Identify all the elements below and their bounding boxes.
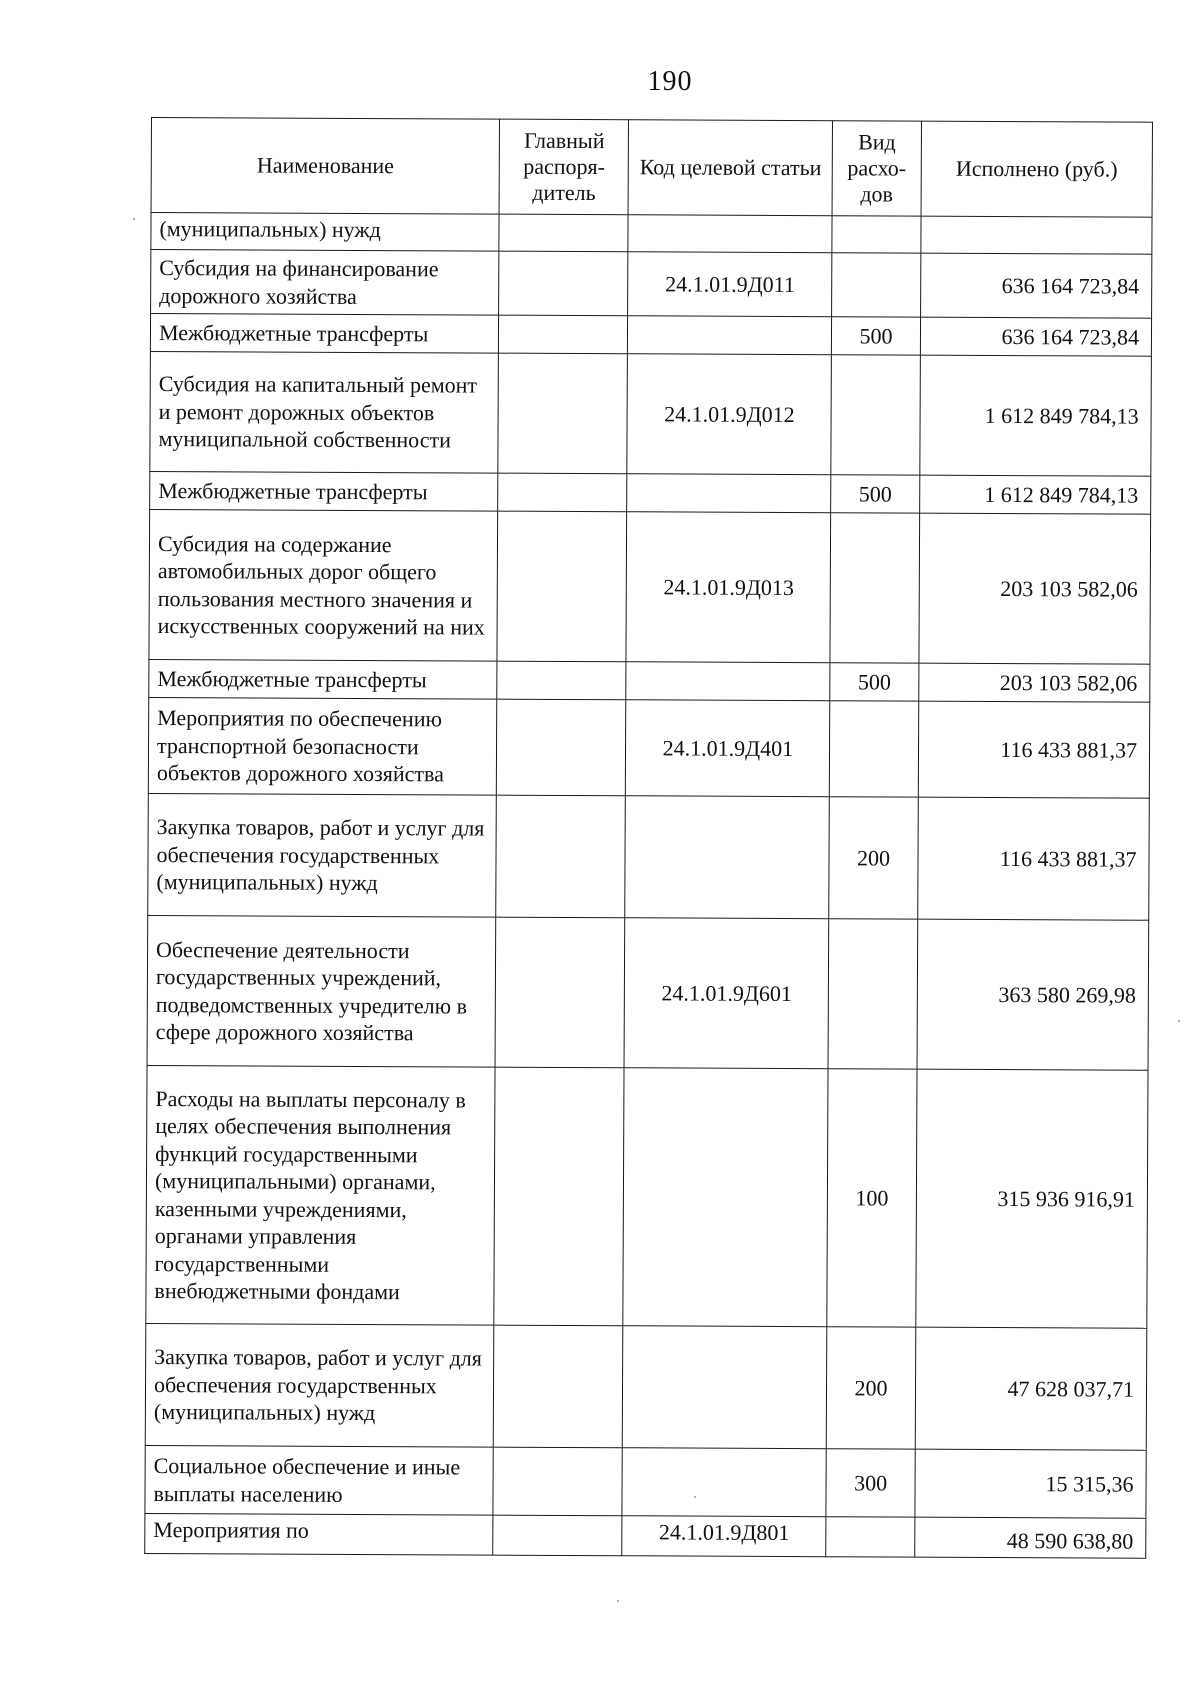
row-amount: 315 936 916,91 [916, 1069, 1148, 1328]
row-amount: 1 612 849 784,13 [920, 475, 1151, 514]
row-amount: 203 103 582,06 [919, 513, 1151, 664]
row-code [628, 215, 832, 253]
row-name: (муниципальных) нужд [151, 213, 499, 252]
row-code [625, 796, 829, 919]
row-code: 24.1.01.9Д012 [627, 354, 831, 475]
row-amount: 636 164 723,84 [920, 317, 1151, 356]
row-code: 24.1.01.9Д401 [626, 700, 830, 797]
row-kind [832, 253, 921, 317]
row-manager [497, 699, 627, 796]
page-number: 190 [647, 66, 693, 97]
row-amount [921, 216, 1152, 254]
row-amount: 47 628 037,71 [915, 1327, 1147, 1450]
row-kind: 300 [826, 1449, 915, 1517]
table-row [149, 509, 1151, 664]
row-amount: 116 433 881,37 [918, 797, 1150, 920]
scan-speck [133, 218, 135, 220]
row-kind: 500 [831, 475, 920, 513]
row-name: Обеспечение деятельности государственных учреждений, подведомственных учредителю в сфере дорожного хозяйства [147, 915, 496, 1067]
row-code [623, 1068, 828, 1327]
row-amount: 48 590 638,80 [915, 1517, 1146, 1558]
row-code [626, 662, 830, 701]
row-kind: 100 [827, 1069, 917, 1327]
row-manager [498, 473, 627, 512]
table-row [147, 915, 1149, 1070]
table-row [145, 1513, 1146, 1558]
table-row [146, 1065, 1148, 1328]
header-row [151, 118, 1152, 218]
row-code: 24.1.01.9Д801 [622, 1516, 826, 1557]
budget-execution-table [144, 117, 1153, 1559]
row-name: Субсидия на капитальный ремонт и ремонт дорожных объектов муниципальной собственности [150, 351, 499, 473]
scan-speck [1178, 1020, 1180, 1022]
scan-speck [694, 1496, 696, 1498]
row-code [622, 1448, 826, 1517]
table-row [149, 659, 1150, 702]
row-amount: 15 315,36 [915, 1449, 1146, 1518]
row-manager [497, 661, 626, 700]
row-manager [494, 1067, 624, 1326]
table-row [150, 351, 1152, 476]
table-row [151, 250, 1152, 319]
table-row [150, 471, 1151, 514]
table-row [148, 793, 1150, 920]
table-row [145, 1323, 1147, 1450]
row-amount: 363 580 269,98 [917, 919, 1149, 1070]
row-manager [494, 1325, 624, 1448]
table-row [145, 1445, 1146, 1518]
row-name: Межбюджетные трансферты [149, 659, 497, 699]
row-name: Мероприятия по обеспечению транспортной безопасности объектов дорожного хозяйства [148, 697, 497, 795]
row-manager [493, 1515, 622, 1556]
row-manager [499, 214, 628, 252]
row-name: Межбюджетные трансферты [150, 471, 498, 511]
row-manager [493, 1447, 623, 1516]
row-name: Расходы на выплаты персоналу в целях обеспечения выполнения функций государственными (муниципальными) органами, казенными учреждениями, органами управления государственными внебюджетными фондами [146, 1065, 495, 1325]
row-kind: 200 [826, 1327, 915, 1449]
row-kind: 500 [832, 317, 921, 355]
header-target-code: Код целевой статьи [629, 120, 833, 216]
row-manager [499, 315, 628, 354]
scan-speck [617, 1600, 619, 1602]
row-amount: 116 433 881,37 [918, 701, 1150, 798]
row-code [627, 474, 831, 513]
row-name: Субсидия на содержание автомобильных дорог общего пользования местного значения и искусственных сооружений на них [149, 509, 498, 661]
table-row [148, 697, 1149, 798]
row-manager [495, 917, 625, 1068]
header-manager: Главный распоря-дитель [499, 119, 629, 215]
table-header [151, 118, 1152, 218]
row-name: Субсидия на финансирование дорожного хозяйства [151, 250, 500, 316]
row-amount: 636 164 723,84 [920, 253, 1151, 318]
row-manager [499, 251, 629, 316]
row-amount: 203 103 582,06 [919, 663, 1150, 702]
row-kind: 200 [829, 797, 918, 919]
row-name: Закупка товаров, работ и услуг для обеспечения государственных (муниципальных) нужд [145, 1323, 494, 1447]
row-code: 24.1.01.9Д011 [628, 252, 832, 317]
header-name: Наименование [151, 118, 500, 215]
header-expense-type: Вид расхо-дов [832, 121, 921, 216]
row-kind [831, 355, 920, 475]
row-kind [828, 919, 917, 1069]
row-code [623, 1326, 827, 1449]
row-code: 24.1.01.9Д601 [625, 918, 829, 1069]
row-name: Закупка товаров, работ и услуг для обеспечения государственных (муниципальных) нужд [148, 793, 497, 917]
row-kind [830, 513, 919, 663]
row-name: Социальное обеспечение и иные выплаты населению [145, 1445, 494, 1515]
row-code: 24.1.01.9Д013 [626, 512, 830, 663]
row-code [628, 316, 832, 355]
header-executed: Исполнено (руб.) [921, 121, 1153, 217]
table-row [150, 314, 1151, 357]
row-name: Мероприятия по [145, 1513, 493, 1555]
row-kind [832, 216, 921, 253]
row-manager [498, 353, 628, 474]
table-body [145, 213, 1152, 1559]
row-kind: 500 [830, 663, 919, 701]
row-manager [497, 511, 627, 662]
table-row [151, 213, 1152, 255]
row-manager [496, 795, 626, 918]
row-amount: 1 612 849 784,13 [920, 355, 1152, 476]
row-kind [829, 701, 918, 797]
row-name: Межбюджетные трансферты [150, 314, 498, 354]
row-kind [826, 1517, 915, 1557]
